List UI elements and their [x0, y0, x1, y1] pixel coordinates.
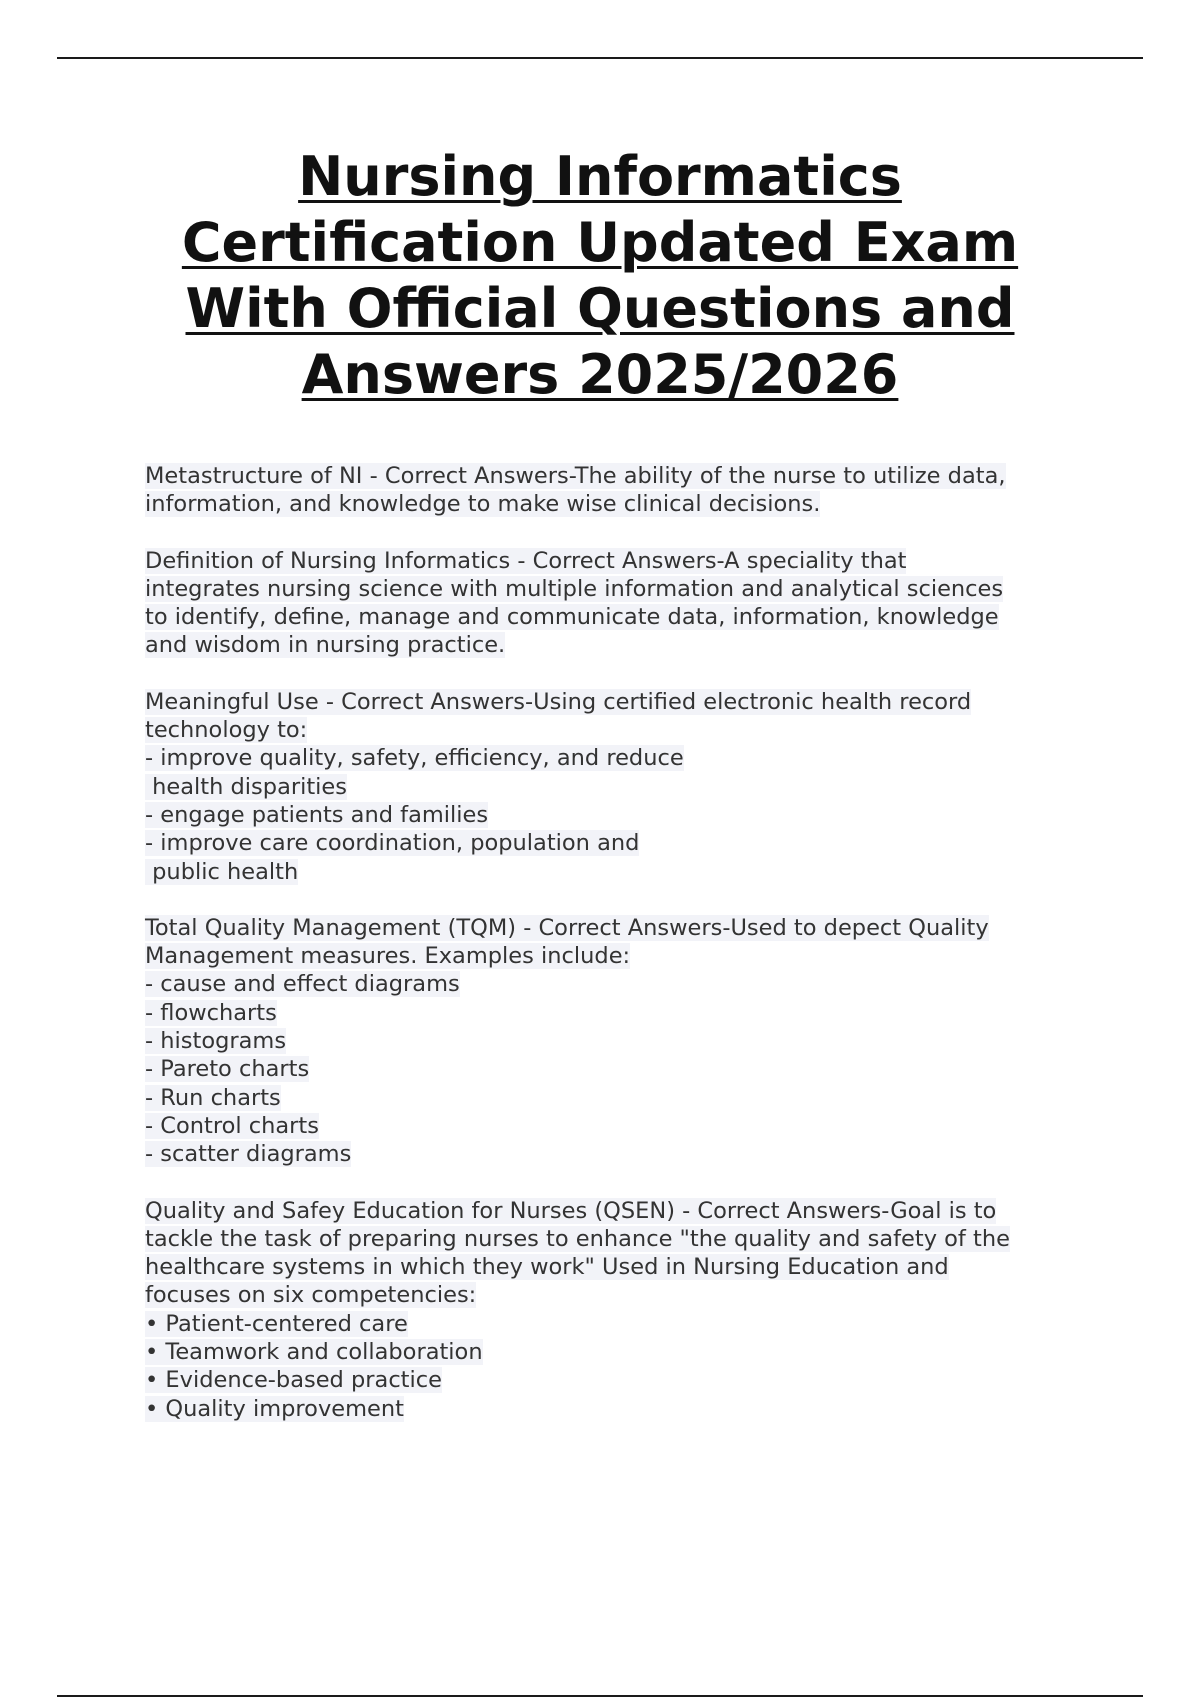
qa-list-item: - Pareto charts	[145, 1056, 310, 1083]
qa-text-line: Meaningful Use - Correct Answers-Using certified electronic health record	[145, 688, 972, 715]
title-line: Certification Updated Exam	[181, 211, 1019, 274]
qa-entry-definition	[145, 547, 1085, 660]
qa-entry-qsen	[145, 1197, 1085, 1423]
qa-text-line: Metastructure of NI - Correct Answers-The ability of the nurse to utilize data,	[145, 463, 1006, 489]
qa-list-item: - scatter diagrams	[145, 1141, 352, 1168]
qa-list-item: health disparities	[145, 773, 347, 800]
qa-list-item: - histograms	[145, 1028, 287, 1055]
qa-text-line: healthcare systems in which they work" Used in Nursing Education and	[145, 1254, 949, 1281]
qa-list-item: • Evidence-based practice	[145, 1367, 442, 1394]
qa-entry-meaningful-use	[145, 688, 1085, 886]
title-line: Answers 2025/2026	[301, 343, 899, 406]
qa-list-item: - Control charts	[145, 1112, 319, 1139]
qa-list-item: - improve quality, safety, efficiency, and reduce	[145, 745, 684, 772]
qa-text-line: Quality and Safey Education for Nurses (QSEN) - Correct Answers-Goal is to	[145, 1197, 997, 1224]
qa-list-item: - improve care coordination, population and	[145, 830, 640, 857]
qa-list-item: • Quality improvement	[145, 1395, 404, 1422]
qa-entry-tqm	[145, 914, 1085, 1169]
qa-text-line: integrates nursing science with multiple information and analytical sciences	[145, 575, 1004, 602]
qa-text-line: tackle the task of preparing nurses to enhance "the quality and safety of the	[145, 1225, 1010, 1252]
qa-list-item: • Patient-centered care	[145, 1310, 408, 1337]
qa-list-item: public health	[145, 858, 299, 885]
qa-text-line: Definition of Nursing Informatics - Correct Answers-A speciality that	[145, 547, 907, 574]
top-rule	[57, 57, 1143, 59]
qa-list-item: - cause and effect diagrams	[145, 971, 460, 998]
qa-text-line: and wisdom in nursing practice.	[145, 632, 506, 659]
title-line: With Official Questions and	[185, 277, 1015, 340]
qa-list-item: - engage patients and families	[145, 801, 489, 828]
qa-text-line: Total Quality Management (TQM) - Correct Answers-Used to depect Quality	[145, 914, 989, 941]
qa-text-line: Management measures. Examples include:	[145, 943, 631, 970]
qa-entry-metastructure	[145, 462, 1085, 519]
qa-list-item: - Run charts	[145, 1084, 281, 1111]
title-line: Nursing Informatics	[298, 145, 902, 208]
qa-list-item: - flowcharts	[145, 999, 277, 1026]
qa-text-line: focuses on six competencies:	[145, 1282, 477, 1309]
qa-text-line: technology to:	[145, 717, 308, 744]
document-title	[140, 144, 1060, 408]
bottom-rule	[57, 1695, 1143, 1697]
qa-list-item: • Teamwork and collaboration	[145, 1339, 483, 1366]
qa-text-line: to identify, define, manage and communicate data, information, knowledge	[145, 604, 999, 631]
qa-content	[145, 462, 1085, 1451]
qa-text-line: information, and knowledge to make wise clinical decisions.	[145, 491, 821, 518]
